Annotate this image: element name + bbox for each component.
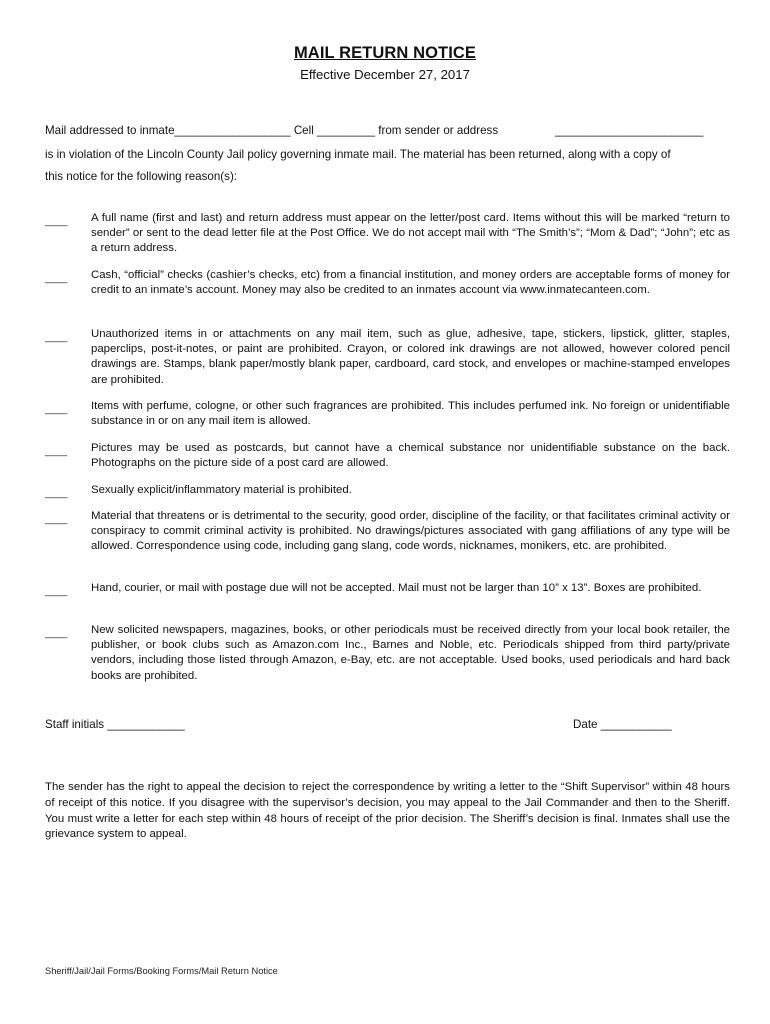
reason-text: Hand, courier, or mail with postage due will not be accepted. Mail must not be larger than 10” x 13”. Boxes are prohibited.	[91, 582, 702, 594]
reason-checkbox-blank[interactable]: ____	[45, 332, 68, 343]
reason-text: Items with perfume, cologne, or other such fragrances are prohibited. This includes perfumed ink. No foreign or unidentifiable substance in or on any mail item is allowed.	[91, 400, 730, 428]
reason-checkbox-blank[interactable]: ____	[45, 586, 68, 597]
violation-text: is in violation of the Lincoln County Jail policy governing inmate mail. The material has been returned, along with a copy of	[45, 148, 671, 161]
intro-line-addressee	[45, 123, 730, 139]
intro-violation-statement	[45, 147, 730, 185]
reason-checkbox-blank[interactable]: ____	[45, 488, 68, 499]
reason-checkbox-blank[interactable]: ____	[45, 514, 68, 525]
effective-date: Effective December 27, 2017	[300, 67, 470, 82]
reason-checkbox-blank[interactable]: ____	[45, 273, 68, 284]
reasons-lead-in: this notice for the following reason(s):	[45, 170, 238, 183]
reason-checkbox-blank[interactable]: ____	[45, 216, 68, 227]
date-field[interactable]: Date ___________	[573, 718, 672, 731]
appeal-paragraph: The sender has the right to appeal the decision to reject the correspondence by writing a letter to the “Shift Supervisor” within 48 hours of receipt of this notice. If you disagree with the supervisor’s decision, you may appeal to the Jail Commander and then to the Sheriff. You must write a letter for each step within 48 hours of receipt of the prior decision. The Sheriff’s decision is final. Inmates shall use the grievance system to appeal.	[45, 781, 730, 841]
reason-checkbox-blank[interactable]: ____	[45, 404, 68, 415]
reason-text: Unauthorized items in or attachments on any mail item, such as glue, adhesive, tape, stickers, lipstick, glitter, staples, paperclips, post-it-notes, or paint are prohibited. Crayon, or colored ink drawings are not allowed, however colored pencil drawings are. Stamps, blank paper/mostly blank paper, cardboard, card stock, and envelopes or machine-stamped envelopes are prohibited.	[91, 328, 730, 386]
reason-text: Pictures may be used as postcards, but cannot have a chemical substance nor unidentifiable substance on the back. Photographs on the picture side of a post card are allowed.	[91, 442, 730, 470]
reason-checkbox-blank[interactable]: ____	[45, 446, 68, 457]
reason-checkbox-blank[interactable]: ____	[45, 628, 68, 639]
reason-text: Material that threatens or is detrimental to the security, good order, discipline of the facility, or that facilitates criminal activity or conspiracy to commit criminal activity is prohibited. No drawings/pictures associated with gang affiliations of any type will be allowed. Correspondence using code, including gang slang, code words, nicknames, monikers, etc. are prohibited.	[91, 510, 730, 553]
sender-address-blank: _______________________	[555, 124, 704, 137]
document-title: MAIL RETURN NOTICE	[293, 44, 477, 62]
reason-text: Sexually explicit/inflammatory material is prohibited.	[91, 484, 352, 496]
reason-text: New solicited newspapers, magazines, books, or other periodicals must be received directly from your local book retailer, the publisher, or book clubs such as Amazon.com Inc., Barnes and Noble, etc. Periodicals shipped from third party/private vendors, including those listed through Amazon, e-Bay, etc. are not acceptable. Used books, used periodicals and hard back books are prohibited.	[91, 624, 730, 682]
reason-text: Cash, “official” checks (cashier’s checks, etc) from a financial institution, and money orders are acceptable forms of money for credit to an inmate’s account. Money may also be credited to an inmates account via www.inmatecanteen.com.	[91, 269, 730, 297]
staff-initials-field[interactable]: Staff initials ____________	[45, 718, 185, 731]
reason-text: A full name (first and last) and return address must appear on the letter/post card. Items without this will be marked “return to sender” or sent to the dead letter file at the Post Office. We do not accept mail with “The Smith’s”; “Mom & Dad”; “John”; etc as a return address.	[91, 212, 730, 255]
addressee-text: Mail addressed to inmate__________________ Cell _________ from sender or address	[45, 124, 499, 137]
footer-path: Sheriff/Jail/Jail Forms/Booking Forms/Mail Return Notice	[45, 966, 278, 976]
